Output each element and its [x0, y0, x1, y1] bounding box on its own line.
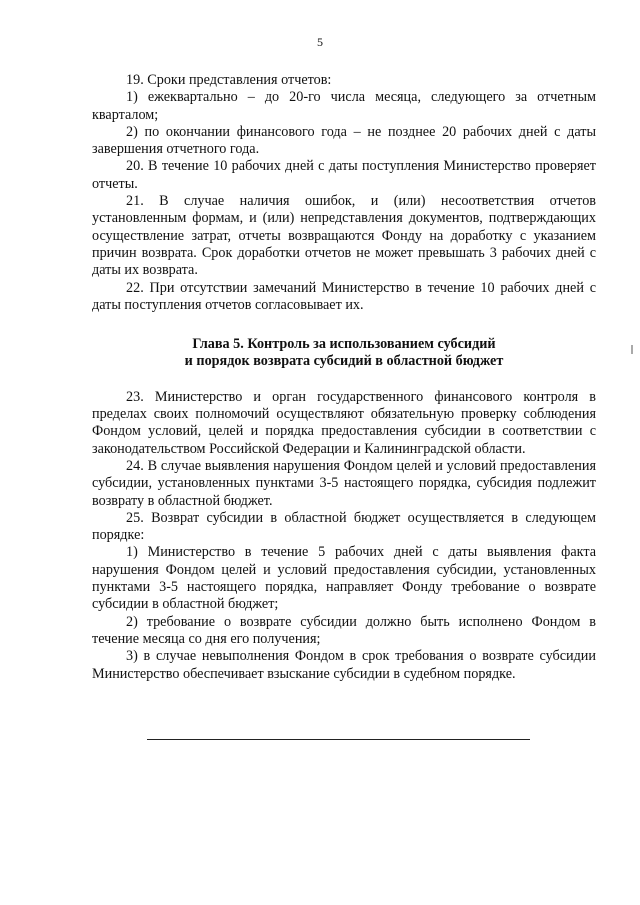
- page-number: 5: [317, 35, 323, 49]
- paragraph-25: 25. Возврат субсидии в областной бюджет осуществляется в следующем порядке:: [92, 509, 596, 544]
- paragraph-22: 22. При отсутствии замечаний Министерство в течение 10 рабочих дней с даты поступления отчетов согласовывает их.: [92, 279, 596, 313]
- scan-margin-mark: [631, 345, 633, 354]
- paragraph-21: 21. В случае наличия ошибок, и (или) несоответствия отчетов установленным формам, и (или) непредставления документов, подтверждающих осуществление затрат, отчеты возвращаются Фонду на доработку с указанием причин возврата. Срок доработки отчетов не может превышать 3 рабочих дней с даты их возврата.: [92, 193, 596, 279]
- paragraph-19: 19. Сроки представления отчетов:: [126, 72, 332, 88]
- paragraph-25-3: 3) в случае невыполнения Фондом в срок требования о возврате субсидии Министерство обеспечивает взыскание субсидии в судебном порядке.: [92, 648, 596, 682]
- chapter-5-title-line-1: Глава 5. Контроль за использованием субсидий: [192, 336, 496, 353]
- end-of-text-rule: [147, 739, 530, 740]
- chapter-5-heading: [92, 336, 596, 371]
- paragraph-20: 20. В течение 10 рабочих дней с даты поступления Министерство проверяет отчеты.: [92, 158, 596, 192]
- paragraph-19-2: 2) по окончании финансового года – не позднее 20 рабочих дней с даты завершения отчетного года.: [92, 123, 596, 158]
- chapter-5-title-line-2: и порядок возврата субсидий в областной бюджет: [184, 353, 504, 370]
- paragraph-25-1: 1) Министерство в течение 5 рабочих дней с даты выявления факта нарушения Фондом целей и условий предоставления субсидии, установленных пунктами 3-5 настоящего порядка, направляет Фонду требование о возврате субсидии в областной бюджет;: [92, 544, 596, 613]
- paragraph-19-1: 1) ежеквартально – до 20-го числа месяца, следующего за отчетным кварталом;: [92, 89, 596, 123]
- paragraph-25-2: 2) требование о возврате субсидии должно быть исполнено Фондом в течение месяца со дня его получения;: [92, 613, 596, 647]
- paragraph-23: 23. Министерство и орган государственного финансового контроля в пределах своих полномочий осуществляют обязательную проверку соблюдения Фондом условий, целей и порядка предоставления субсидии в соответствии с законодательством Российской Федерации и Калининградской области.: [92, 388, 596, 457]
- paragraph-24: 24. В случае выявления нарушения Фондом целей и условий предоставления субсидии, установленных пунктами 3-5 настоящего порядка, субсидия подлежит возврату в областной бюджет.: [92, 457, 596, 509]
- document-body: [92, 72, 596, 683]
